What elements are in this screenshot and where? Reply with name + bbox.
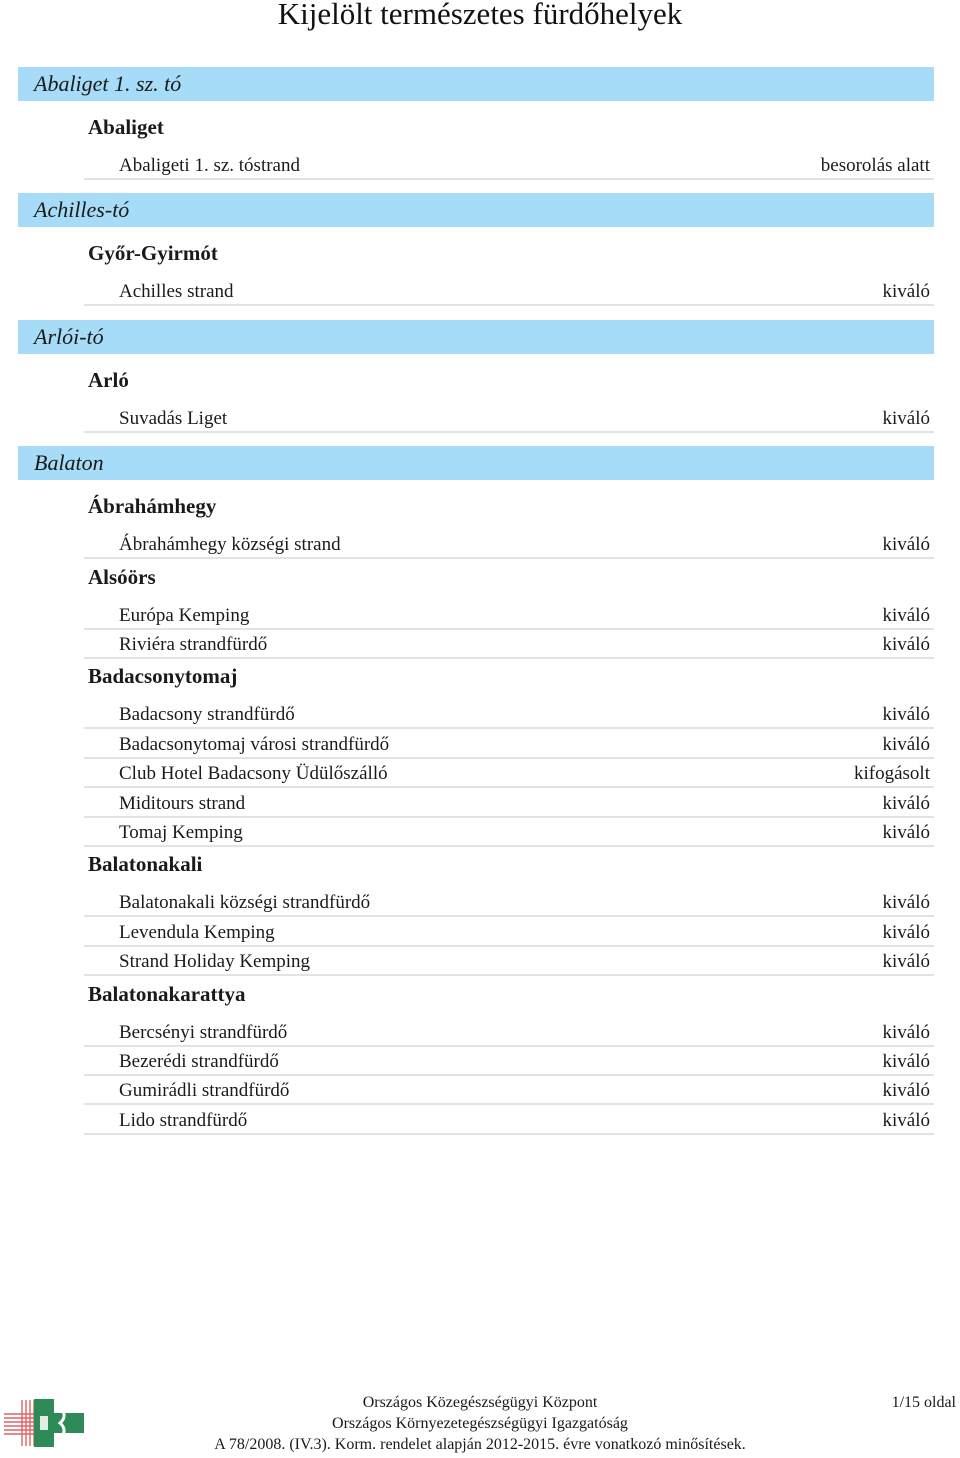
beach-rating: kiváló: [882, 921, 930, 943]
beach-rating: kiváló: [882, 892, 930, 914]
beach-rating: kiváló: [882, 1051, 930, 1072]
beach-row: [84, 406, 934, 433]
beach-rating: kiváló: [882, 281, 930, 303]
place-heading: Ábrahámhegy: [88, 494, 217, 519]
beach-rating: besorolás alatt: [820, 155, 930, 176]
beach-row: [84, 1078, 934, 1105]
beach-name: Suvadás Liget: [119, 407, 228, 429]
lake-header: Balaton: [18, 446, 934, 480]
beach-row: [84, 603, 934, 630]
beach-rating: kiváló: [882, 1109, 930, 1131]
lake-header: Arlói-tó: [18, 320, 934, 354]
beach-name: Ábrahámhegy községi strand: [119, 534, 341, 556]
beach-name: Abaligeti 1. sz. tóstrand: [119, 155, 300, 176]
place-heading: Győr-Gyirmót: [88, 241, 218, 266]
footer-directorate: Országos Környezetegészségügyi Igazgatóság: [332, 1415, 628, 1432]
footer-regulation-note: A 78/2008. (IV.3). Korm. rendelet alapján 2012-2015. évre vonatkozó minősítések.: [214, 1436, 746, 1453]
beach-row: [84, 279, 934, 306]
lake-header: Achilles-tó: [18, 193, 934, 227]
beach-rating: kiváló: [882, 704, 930, 726]
place-heading: Abaliget: [88, 115, 164, 139]
beach-rating: kiváló: [882, 634, 930, 655]
beach-row: [84, 632, 934, 659]
beach-name: Miditours strand: [119, 792, 246, 814]
beach-name: Riviéra strandfürdő: [119, 634, 268, 655]
beach-row: [84, 949, 934, 976]
beach-row: [84, 791, 934, 818]
page-title: Kijelölt természetes fürdőhelyek: [277, 0, 683, 31]
beach-name: Bercsényi strandfürdő: [119, 1021, 288, 1043]
beach-row: [84, 1049, 934, 1076]
beach-rating: kifogásolt: [854, 763, 930, 785]
beach-name: Badacsony strandfürdő: [119, 704, 295, 726]
beach-rating: kiváló: [882, 534, 930, 556]
beach-row: [84, 532, 934, 559]
beach-row: [84, 761, 934, 788]
beach-rating: kiváló: [882, 1080, 930, 1102]
beach-name: Strand Holiday Kemping: [119, 951, 311, 973]
beach-name: Tomaj Kemping: [119, 822, 243, 843]
beach-rating: kiváló: [882, 407, 930, 429]
beach-name: Badacsonytomaj városi strandfürdő: [119, 733, 390, 755]
beach-rating: kiváló: [882, 822, 930, 843]
place-heading: Balatonakarattya: [88, 981, 246, 1006]
beach-row: [84, 702, 934, 729]
footer-organization: Országos Közegészségügyi Központ: [362, 1394, 598, 1411]
beach-name: Achilles strand: [119, 281, 234, 303]
beach-name: Európa Kemping: [119, 604, 250, 626]
beach-rating: kiváló: [882, 792, 930, 814]
lake-header: Abaliget 1. sz. tó: [18, 67, 934, 101]
beach-name: Balatonakali községi strandfürdő: [119, 892, 371, 914]
beach-row: [84, 1108, 934, 1135]
place-heading: Arló: [88, 367, 129, 392]
place-heading: Alsóörs: [88, 564, 156, 589]
beach-rating: kiváló: [882, 604, 930, 626]
beach-row: [84, 153, 934, 180]
beach-name: Bezerédi strandfürdő: [119, 1051, 279, 1072]
beach-name: Club Hotel Badacsony Üdülőszálló: [119, 763, 388, 785]
beach-rating: kiváló: [882, 1021, 930, 1043]
beach-name: Gumirádli strandfürdő: [119, 1080, 290, 1102]
page-number: 1/15 oldal: [891, 1394, 956, 1411]
beach-name: Levendula Kemping: [119, 921, 275, 943]
place-heading: Badacsonytomaj: [88, 664, 238, 689]
place-heading: Balatonakali: [88, 852, 203, 877]
beach-row: [84, 820, 934, 847]
beach-row: [84, 920, 934, 947]
beach-rating: kiváló: [882, 733, 930, 755]
beach-row: [84, 732, 934, 759]
beach-rating: kiváló: [882, 951, 930, 973]
beach-name: Lido strandfürdő: [119, 1109, 248, 1131]
beach-row: [84, 890, 934, 917]
beach-row: [84, 1020, 934, 1047]
